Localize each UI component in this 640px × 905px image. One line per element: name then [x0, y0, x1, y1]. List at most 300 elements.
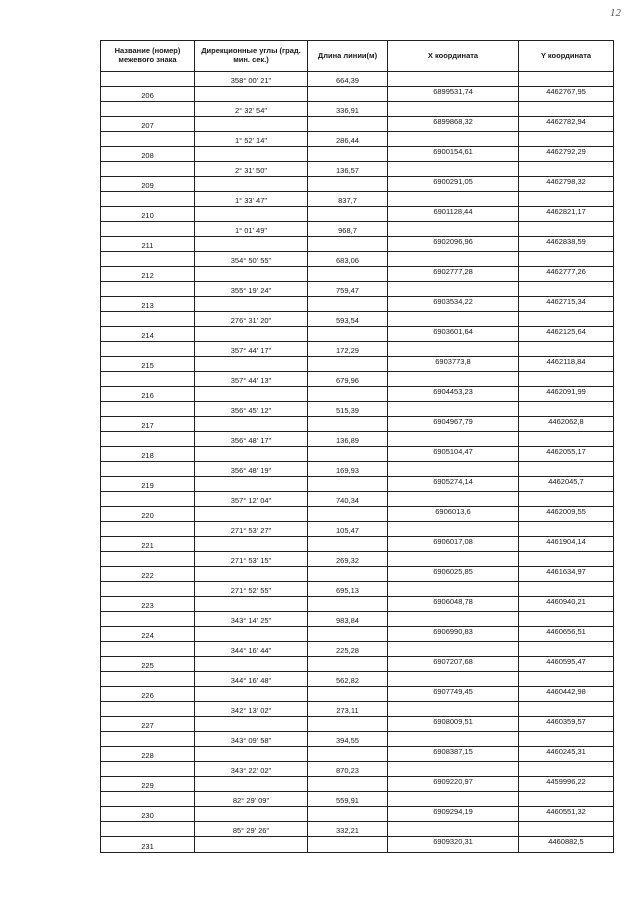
cell-angle [195, 267, 308, 281]
cell-name: 211 [101, 237, 195, 251]
cell-x: 6908387,15 [388, 747, 519, 761]
table-row-point [101, 537, 613, 552]
cell-name [101, 162, 195, 176]
cell-x [388, 132, 519, 146]
table-row-segment [101, 342, 613, 357]
cell-y: 4460442,98 [546, 687, 586, 696]
table-row-segment [101, 462, 613, 477]
cell-y [519, 732, 613, 746]
cell-length [308, 747, 388, 761]
cell-y [519, 552, 613, 566]
cell-y [519, 702, 613, 716]
cell-x [388, 222, 519, 236]
cell-x: 6906025,85 [388, 567, 519, 581]
cell-name [101, 102, 195, 116]
cell-length: 286,44 [308, 132, 388, 146]
cell-length: 683,06 [308, 252, 388, 266]
cell-name: 217 [101, 417, 195, 431]
cell-x: 6905274,14 [388, 477, 519, 491]
table-row-point [101, 627, 613, 642]
table-row-point [101, 747, 613, 762]
cell-name: 224 [101, 627, 195, 641]
cell-name: 221 [101, 537, 195, 551]
cell-x: 6905104,47 [388, 447, 519, 461]
boundary-marks-table [100, 40, 614, 853]
cell-name: 214 [101, 327, 195, 341]
cell-name: 219 [101, 477, 195, 491]
cell-length: 332,21 [308, 822, 388, 836]
cell-length: 172,29 [308, 342, 388, 356]
cell-length [308, 147, 388, 161]
cell-angle: 344° 16' 48" [195, 672, 308, 686]
cell-x: 6901128,44 [388, 207, 519, 221]
cell-angle: 2° 31' 50" [195, 162, 308, 176]
cell-x: 6903773,8 [388, 357, 519, 371]
table-row-point [101, 237, 613, 252]
cell-x: 6899531,74 [388, 87, 519, 101]
cell-angle: 2° 32' 54" [195, 102, 308, 116]
table-row-segment [101, 702, 613, 717]
cell-y: 4460656,51 [546, 627, 586, 636]
cell-angle: 357° 44' 17" [195, 342, 308, 356]
cell-angle: 1° 01' 49" [195, 222, 308, 236]
table-row-segment [101, 222, 613, 237]
table-row-point [101, 507, 613, 522]
cell-length [308, 777, 388, 791]
table-row-segment [101, 312, 613, 327]
table-row-point [101, 417, 613, 432]
cell-x [388, 732, 519, 746]
cell-name [101, 582, 195, 596]
table-row-segment [101, 132, 613, 147]
cell-y: 4460882,5 [548, 837, 584, 846]
cell-length: 664,39 [308, 72, 388, 86]
cell-y: 4462777,26 [546, 267, 586, 276]
cell-length: 740,34 [308, 492, 388, 506]
cell-y [519, 312, 613, 326]
cell-y [519, 462, 613, 476]
cell-length: 759,47 [308, 282, 388, 296]
table-row-segment [101, 642, 613, 657]
cell-angle [195, 537, 308, 551]
table-row-segment [101, 252, 613, 267]
cell-x [388, 702, 519, 716]
cell-x: 6909294,19 [388, 807, 519, 821]
cell-x [388, 402, 519, 416]
table-row-segment [101, 672, 613, 687]
cell-name [101, 222, 195, 236]
cell-length [308, 717, 388, 731]
cell-length: 136,89 [308, 432, 388, 446]
cell-length: 983,84 [308, 612, 388, 626]
cell-angle: 343° 22' 02" [195, 762, 308, 776]
table-row-segment [101, 192, 613, 207]
cell-length [308, 627, 388, 641]
cell-length: 562,82 [308, 672, 388, 686]
cell-length [308, 207, 388, 221]
cell-x: 6907207,68 [388, 657, 519, 671]
cell-name [101, 402, 195, 416]
cell-y: 4462782,94 [546, 117, 586, 126]
cell-angle: 356° 48' 17" [195, 432, 308, 446]
cell-x [388, 612, 519, 626]
cell-angle [195, 147, 308, 161]
cell-name [101, 312, 195, 326]
cell-angle: 342° 13' 02" [195, 702, 308, 716]
cell-name [101, 642, 195, 656]
cell-length [308, 837, 388, 852]
cell-y: 4462715,34 [546, 297, 586, 306]
table-row-segment [101, 432, 613, 447]
cell-y: 4460359,57 [546, 717, 586, 726]
cell-angle [195, 507, 308, 521]
cell-name [101, 192, 195, 206]
cell-y [519, 822, 613, 836]
cell-x [388, 372, 519, 386]
cell-angle: 355° 19' 24" [195, 282, 308, 296]
table-header [101, 41, 613, 72]
cell-y [519, 582, 613, 596]
cell-y [519, 72, 613, 86]
cell-angle: 85° 29' 26" [195, 822, 308, 836]
cell-length [308, 417, 388, 431]
cell-y [519, 282, 613, 296]
cell-length: 269,32 [308, 552, 388, 566]
table-row-point [101, 297, 613, 312]
cell-x [388, 582, 519, 596]
cell-name [101, 282, 195, 296]
cell-angle [195, 447, 308, 461]
cell-name: 229 [101, 777, 195, 791]
cell-angle [195, 117, 308, 131]
cell-angle: 271° 52' 55" [195, 582, 308, 596]
cell-y: 4462767,95 [546, 87, 586, 96]
cell-name: 212 [101, 267, 195, 281]
cell-name: 223 [101, 597, 195, 611]
header-length: Длина линии(м) [308, 41, 388, 71]
cell-x [388, 552, 519, 566]
table-row-segment [101, 822, 613, 837]
table-row-point [101, 687, 613, 702]
cell-y [519, 342, 613, 356]
cell-angle: 356° 45' 12" [195, 402, 308, 416]
table-row-point [101, 777, 613, 792]
cell-angle [195, 387, 308, 401]
cell-angle [195, 717, 308, 731]
table-row-point [101, 117, 613, 132]
cell-name [101, 342, 195, 356]
cell-y [519, 192, 613, 206]
cell-name: 215 [101, 357, 195, 371]
table-row-point [101, 657, 613, 672]
cell-angle: 1° 52' 14" [195, 132, 308, 146]
cell-x [388, 102, 519, 116]
table-row-point [101, 837, 613, 852]
cell-length [308, 297, 388, 311]
cell-y: 4459996,22 [546, 777, 586, 786]
cell-y: 4461634,97 [546, 567, 586, 576]
cell-angle [195, 177, 308, 191]
cell-angle [195, 417, 308, 431]
cell-length: 695,13 [308, 582, 388, 596]
table-row-segment [101, 552, 613, 567]
cell-y: 4460595,47 [546, 657, 586, 666]
cell-angle: 356° 48' 19" [195, 462, 308, 476]
table-row-point [101, 567, 613, 582]
cell-angle [195, 297, 308, 311]
cell-length [308, 357, 388, 371]
cell-y [519, 522, 613, 536]
cell-length [308, 537, 388, 551]
cell-name [101, 432, 195, 446]
cell-name: 230 [101, 807, 195, 821]
cell-length [308, 177, 388, 191]
cell-name: 225 [101, 657, 195, 671]
cell-name [101, 462, 195, 476]
cell-x [388, 642, 519, 656]
cell-length: 273,11 [308, 702, 388, 716]
cell-y [519, 162, 613, 176]
cell-y: 4460245,31 [546, 747, 586, 756]
cell-x [388, 522, 519, 536]
table-row-point [101, 597, 613, 612]
cell-name: 226 [101, 687, 195, 701]
cell-length: 136,57 [308, 162, 388, 176]
cell-length: 559,91 [308, 792, 388, 806]
table-row-segment [101, 72, 613, 87]
cell-name: 228 [101, 747, 195, 761]
cell-length: 169,93 [308, 462, 388, 476]
cell-x: 6908009,51 [388, 717, 519, 731]
cell-y [519, 612, 613, 626]
cell-length [308, 687, 388, 701]
cell-angle [195, 627, 308, 641]
cell-y [519, 762, 613, 776]
cell-length: 225,28 [308, 642, 388, 656]
cell-length [308, 267, 388, 281]
cell-angle: 271° 53' 15" [195, 552, 308, 566]
table-row-point [101, 87, 613, 102]
cell-length: 336,91 [308, 102, 388, 116]
cell-y [519, 432, 613, 446]
table-row-point [101, 267, 613, 282]
cell-y: 4460551,32 [546, 807, 586, 816]
cell-y [519, 792, 613, 806]
cell-name [101, 72, 195, 86]
cell-x [388, 72, 519, 86]
cell-x [388, 162, 519, 176]
cell-length: 837,7 [308, 192, 388, 206]
cell-y [519, 252, 613, 266]
cell-length: 679,96 [308, 372, 388, 386]
cell-length: 394,55 [308, 732, 388, 746]
cell-x [388, 342, 519, 356]
table-body [101, 72, 613, 852]
table-row-point [101, 477, 613, 492]
cell-y: 4462821,17 [546, 207, 586, 216]
table-row-point [101, 807, 613, 822]
table-row-point [101, 357, 613, 372]
cell-length [308, 87, 388, 101]
table-row-point [101, 207, 613, 222]
cell-length: 870,23 [308, 762, 388, 776]
cell-angle [195, 837, 308, 852]
cell-length [308, 807, 388, 821]
table-row-segment [101, 612, 613, 627]
cell-length [308, 477, 388, 491]
cell-x [388, 762, 519, 776]
table-row-segment [101, 372, 613, 387]
cell-y: 4462118,84 [546, 357, 586, 366]
cell-angle: 1° 33' 47" [195, 192, 308, 206]
cell-name [101, 372, 195, 386]
cell-angle: 276° 31' 20" [195, 312, 308, 326]
cell-x: 6900154,61 [388, 147, 519, 161]
table-row-point [101, 327, 613, 342]
cell-name: 208 [101, 147, 195, 161]
cell-x [388, 672, 519, 686]
cell-name [101, 612, 195, 626]
cell-y [519, 372, 613, 386]
cell-name [101, 252, 195, 266]
cell-name: 213 [101, 297, 195, 311]
cell-x [388, 252, 519, 266]
cell-angle [195, 477, 308, 491]
cell-x: 6909220,97 [388, 777, 519, 791]
cell-length: 593,54 [308, 312, 388, 326]
cell-x: 6906013,6 [388, 507, 519, 521]
cell-x: 6904967,79 [388, 417, 519, 431]
cell-angle: 343° 09' 58" [195, 732, 308, 746]
cell-name: 210 [101, 207, 195, 221]
cell-length: 515,39 [308, 402, 388, 416]
cell-y: 4462009,55 [546, 507, 586, 516]
cell-y: 4462798,32 [546, 177, 586, 186]
cell-x: 6907749,45 [388, 687, 519, 701]
cell-name [101, 822, 195, 836]
cell-length [308, 327, 388, 341]
cell-angle [195, 807, 308, 821]
cell-length [308, 657, 388, 671]
cell-y [519, 492, 613, 506]
cell-x: 6909320,31 [388, 837, 519, 852]
cell-length [308, 387, 388, 401]
table-row-point [101, 447, 613, 462]
cell-name [101, 672, 195, 686]
cell-x: 6903534,22 [388, 297, 519, 311]
cell-name [101, 702, 195, 716]
cell-y: 4462091,99 [546, 387, 586, 396]
cell-name: 207 [101, 117, 195, 131]
table-row-segment [101, 282, 613, 297]
cell-x: 6902096,96 [388, 237, 519, 251]
cell-x [388, 282, 519, 296]
cell-angle [195, 357, 308, 371]
cell-angle: 357° 44' 13" [195, 372, 308, 386]
cell-y: 4461904,14 [546, 537, 586, 546]
cell-angle: 343° 14' 25" [195, 612, 308, 626]
cell-angle: 357° 12' 04" [195, 492, 308, 506]
cell-name [101, 762, 195, 776]
cell-x: 6906048,78 [388, 597, 519, 611]
cell-y [519, 222, 613, 236]
header-x: X координата [388, 41, 519, 71]
cell-angle [195, 747, 308, 761]
cell-x: 6900291,05 [388, 177, 519, 191]
cell-angle [195, 237, 308, 251]
cell-y: 4462062,8 [548, 417, 584, 426]
cell-y [519, 672, 613, 686]
cell-x: 6902777,28 [388, 267, 519, 281]
cell-name: 216 [101, 387, 195, 401]
cell-y: 4460940,21 [546, 597, 586, 606]
cell-angle: 82° 29' 09" [195, 792, 308, 806]
cell-name [101, 132, 195, 146]
cell-y [519, 132, 613, 146]
table-row-segment [101, 792, 613, 807]
cell-x [388, 432, 519, 446]
table-row-segment [101, 492, 613, 507]
cell-angle [195, 777, 308, 791]
cell-name: 231 [101, 837, 195, 852]
cell-name: 206 [101, 87, 195, 101]
cell-angle [195, 207, 308, 221]
cell-angle: 358° 00' 21" [195, 72, 308, 86]
cell-y: 4462045,7 [548, 477, 584, 486]
table-row-segment [101, 762, 613, 777]
cell-length [308, 567, 388, 581]
cell-y: 4462055,17 [546, 447, 586, 456]
table-row-point [101, 387, 613, 402]
header-angle: Дирекционные углы (град. мин. сек.) [195, 41, 308, 71]
cell-x: 6904453,23 [388, 387, 519, 401]
cell-x: 6906017,08 [388, 537, 519, 551]
table-row-point [101, 147, 613, 162]
cell-length: 105,47 [308, 522, 388, 536]
table-row-segment [101, 162, 613, 177]
cell-x [388, 192, 519, 206]
cell-x [388, 792, 519, 806]
table-row-segment [101, 582, 613, 597]
cell-angle [195, 657, 308, 671]
cell-y: 4462838,59 [546, 237, 586, 246]
table-row-segment [101, 522, 613, 537]
cell-y: 4462792,29 [546, 147, 586, 156]
cell-name: 209 [101, 177, 195, 191]
cell-x: 6899868,32 [388, 117, 519, 131]
cell-x [388, 822, 519, 836]
table-row-segment [101, 402, 613, 417]
cell-length [308, 447, 388, 461]
cell-name [101, 492, 195, 506]
cell-x: 6906990,83 [388, 627, 519, 641]
cell-y: 4462125,64 [546, 327, 586, 336]
cell-name [101, 792, 195, 806]
cell-y [519, 402, 613, 416]
cell-angle: 354° 50' 55" [195, 252, 308, 266]
cell-x [388, 312, 519, 326]
table-row-segment [101, 102, 613, 117]
cell-length [308, 507, 388, 521]
cell-name: 220 [101, 507, 195, 521]
cell-length [308, 117, 388, 131]
cell-x [388, 462, 519, 476]
cell-angle: 271° 53' 27" [195, 522, 308, 536]
cell-y [519, 102, 613, 116]
cell-name: 222 [101, 567, 195, 581]
cell-length: 968,7 [308, 222, 388, 236]
cell-x: 6903601,64 [388, 327, 519, 341]
